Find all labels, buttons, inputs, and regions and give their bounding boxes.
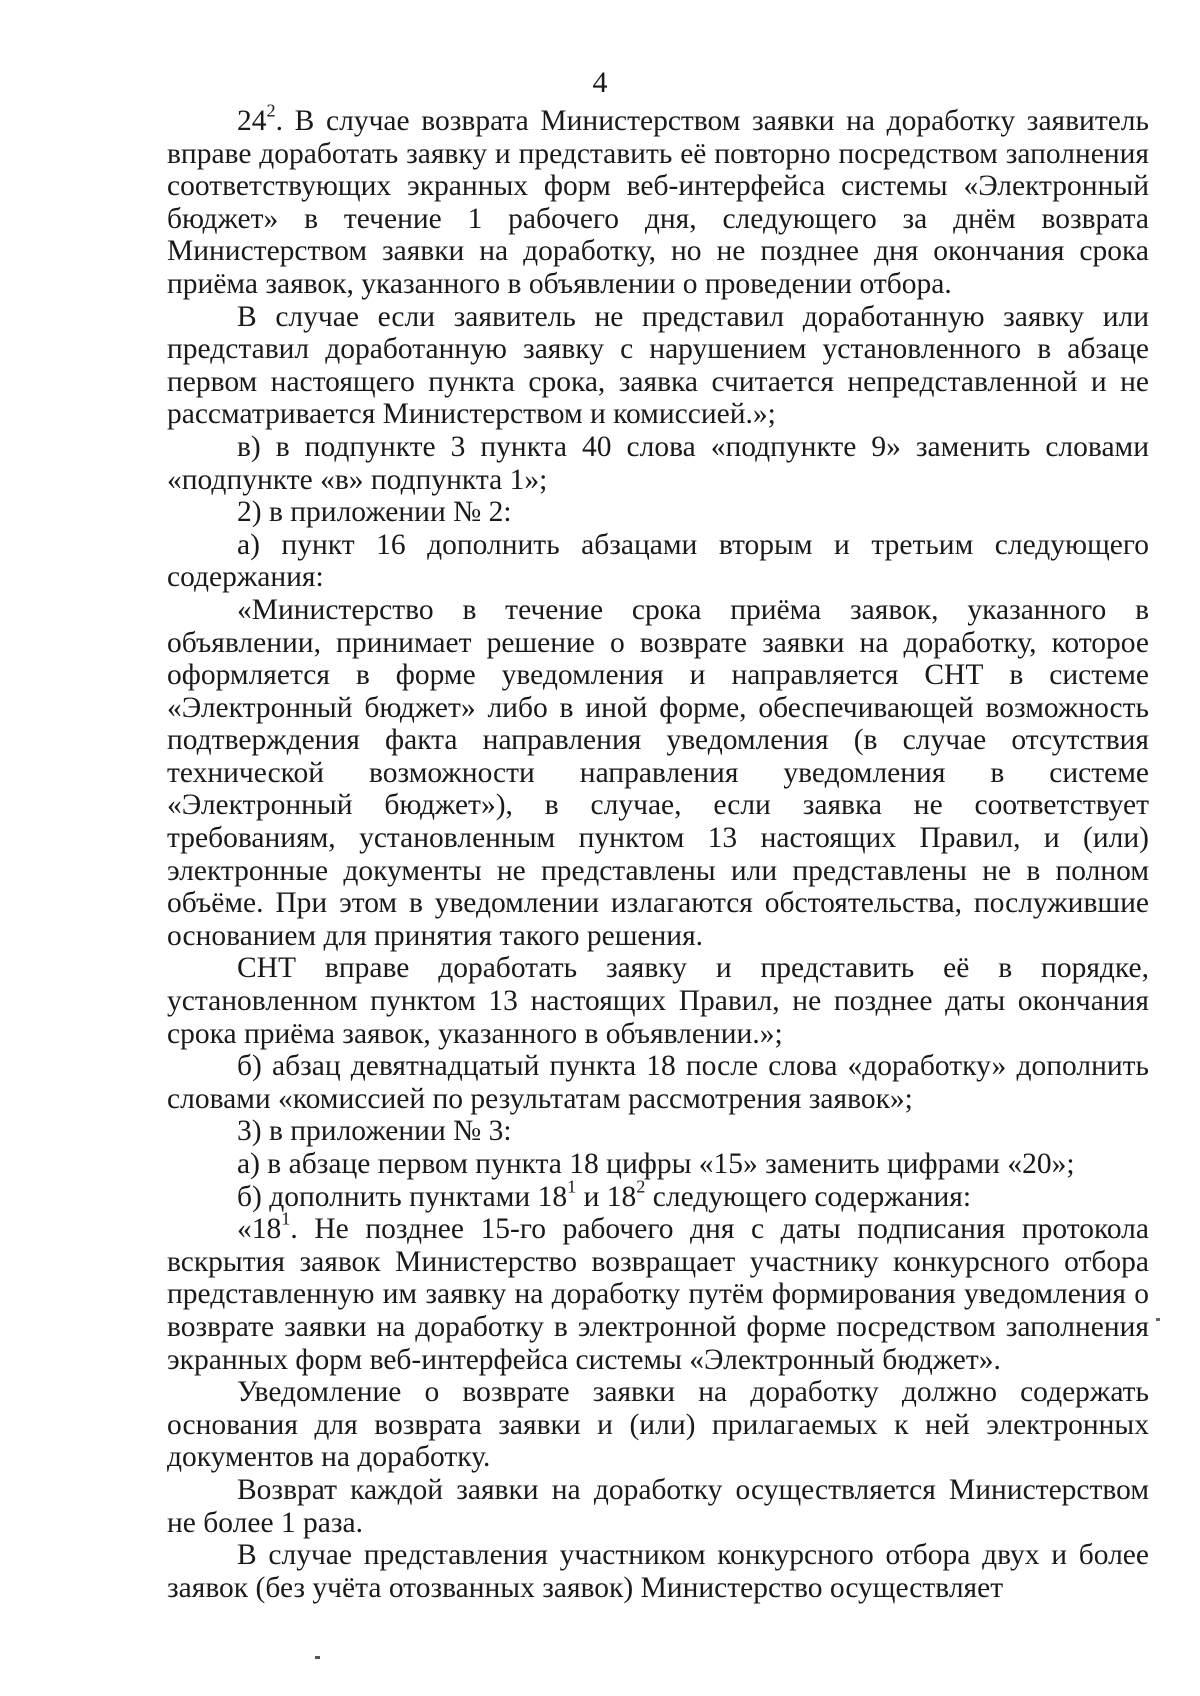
clause-number: 24 <box>237 105 267 137</box>
paragraph: а) в абзаце первом пункта 18 цифры «15» заменить цифрами «20»; <box>237 1148 1075 1180</box>
page-number: 4 <box>592 66 608 99</box>
paragraph: «Министерство в течение срока приёма заявок, указанного в объявлении, принимает решение о возврате заявки на доработку, которое оформляется в форме уведомления и направляется СНТ в системе «Электронный бюджет» либо в иной форме, обеспечивающей возможность подтверждения факта направления уведомления (в случае отсутствия технической возможности направления уведомления в системе «Электронный бюджет»), в случае, если заявка не соответствует требованиям, установленным пунктом 13 настоящих Правил, и (или) электронные документы не представлены или представлены не в полном объёме. При этом в уведомлении излагаются обстоятельства, послужившие основанием для принятия такого решения. <box>167 593 1149 952</box>
paragraph: 2) в приложении № 2: <box>237 496 512 529</box>
superscript: 2 <box>636 1175 646 1196</box>
paragraph-text: и 18 <box>576 1180 637 1213</box>
scan-speck <box>315 1656 320 1659</box>
paragraph-24-2 <box>167 100 1149 301</box>
paragraph: б) абзац девятнадцатый пункта 18 после слова «доработку» дополнить словами «комиссией по результатам рассмотрения заявок»; <box>167 1050 1149 1115</box>
paragraph-add-points <box>167 1175 1149 1214</box>
paragraph: Уведомление о возврате заявки на доработку должно содержать основания для возврата заявки и (или) прилагаемых к ней электронных документов на доработку. <box>167 1376 1149 1474</box>
clause-superscript: 1 <box>281 1208 291 1229</box>
paragraph-text: . В случае возврата Министерством заявки на доработку заявитель вправе доработать заявку и представить её повторно посредством заполнения соответствующих экранных форм веб-интерфейса системы «Электронный бюджет» в течение 1 рабочего дня, следующего за днём возврата Министерством заявки на доработку, но не позднее дня окончания срока приёма заявок, указанного в объявлении о проведении отбора. <box>167 105 1149 300</box>
clause-number: «18 <box>237 1213 282 1246</box>
paragraph-text: . Не позднее 15-го рабочего дня с даты подписания протокола вскрытия заявок Министерство возвращает участнику конкурсного отбора представленную им заявку на доработку путём формирования уведомления о возврате заявки на доработку в электронной форме посредством заполнения экранных форм веб-интерфейса системы «Электронный бюджет». <box>167 1213 1149 1376</box>
clause-superscript: 2 <box>266 100 276 121</box>
paragraph: в) в подпункте 3 пункта 40 слова «подпункте 9» заменить словами «подпункте «в» подпункта 1»; <box>167 430 1149 496</box>
paragraph: 3) в приложении № 3: <box>237 1115 512 1148</box>
paragraph: В случае если заявитель не представил доработанную заявку или представил доработанную заявку с нарушением установленного в абзаце первом настоящего пункта срока, заявка считается непредставленной и не рассматривается Министерством и комиссией.»; <box>167 300 1149 431</box>
paragraph: Возврат каждой заявки на доработку осуществляется Министерством не более 1 раза. <box>167 1473 1149 1539</box>
paragraph-text: б) дополнить пунктами 18 <box>237 1180 568 1213</box>
superscript: 1 <box>567 1175 577 1196</box>
paragraph-text: следующего содержания: <box>645 1180 972 1213</box>
paragraph: а) пункт 16 дополнить абзацами вторым и третьим следующего содержания: <box>167 528 1149 594</box>
scan-speck <box>1156 1318 1160 1321</box>
document-body <box>167 100 1149 1604</box>
paragraph: СНТ вправе доработать заявку и представить её в порядке, установленном пунктом 13 настоящих Правил, не позднее даты окончания срока приёма заявок, указанного в объявлении.»; <box>167 952 1149 1050</box>
paragraph: В случае представления участником конкурсного отбора двух и более заявок (без учёта отозванных заявок) Министерство осуществляет <box>167 1539 1149 1604</box>
paragraph-18-1 <box>167 1208 1149 1376</box>
